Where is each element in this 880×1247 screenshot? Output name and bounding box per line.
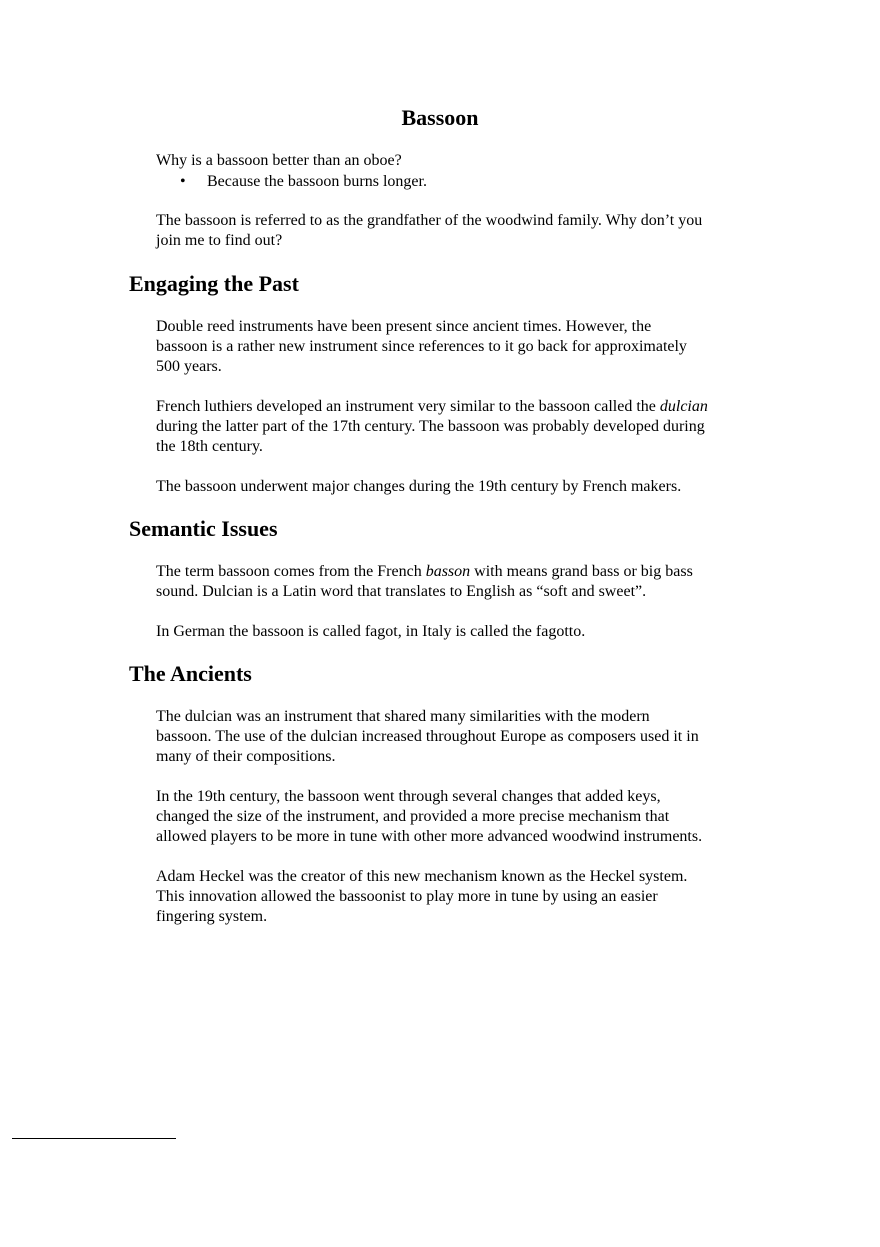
ancients-p3-line-1: Adam Heckel was the creator of this new mechanism known as the Heckel system. xyxy=(156,868,688,885)
page-title: Bassoon xyxy=(401,105,479,130)
ancients-paragraph-1 xyxy=(156,707,766,767)
intro-line-1: The bassoon is referred to as the grandfather of the woodwind family. Why don’t you xyxy=(156,212,703,229)
ancients-p3-line-2: This innovation allowed the bassoonist to play more in tune by using an easier xyxy=(156,888,658,905)
engaging-p1-line-2: bassoon is a rather new instrument since references to it go back for approximately xyxy=(156,338,687,355)
semantic-p1-line-1 xyxy=(156,562,766,582)
ancients-p1-line-1: The dulcian was an instrument that shared many similarities with the modern xyxy=(156,708,650,725)
ancients-p2-line-3: allowed players to be more in tune with other more advanced woodwind instruments. xyxy=(156,828,703,845)
section-heading-the-ancients: The Ancients xyxy=(129,661,252,686)
engaging-p3-line-1: The bassoon underwent major changes during the 19th century by French makers. xyxy=(156,478,682,495)
engaging-paragraph-1 xyxy=(156,317,766,377)
semantic-p1-post: with means grand bass or big bass xyxy=(470,563,693,580)
basson-emphasis: basson xyxy=(425,563,471,580)
ancients-p2-line-1: In the 19th century, the bassoon went through several changes that added keys, xyxy=(156,788,661,805)
ancients-paragraph-3 xyxy=(156,867,766,927)
semantic-p1-line-2: sound. Dulcian is a Latin word that translates to English as “soft and sweet”. xyxy=(156,583,647,600)
ancients-p1-line-2: bassoon. The use of the dulcian increased throughout Europe as composers used it in xyxy=(156,728,699,745)
semantic-paragraph-1 xyxy=(156,562,766,602)
ancients-p3-line-3: fingering system. xyxy=(156,908,268,925)
semantic-paragraph-2 xyxy=(156,622,766,642)
engaging-p2-line-1 xyxy=(156,397,766,417)
engaging-p1-line-3: 500 years. xyxy=(156,358,222,375)
engaging-p2-line-3: the 18th century. xyxy=(156,438,263,455)
engaging-p2-line-1-text: French luthiers developed an instrument very similar to the bassoon called the xyxy=(156,398,660,415)
intro-line-2: join me to find out? xyxy=(156,232,283,249)
bullet-icon: • xyxy=(180,173,186,190)
section-heading-engaging-the-past: Engaging the Past xyxy=(129,271,299,296)
ancients-paragraph-2 xyxy=(156,787,766,847)
engaging-p2-line-2: during the latter part of the 17th century. The bassoon was probably developed during xyxy=(156,418,705,435)
dulcian-emphasis: dulcian xyxy=(659,398,708,415)
semantic-p1-pre: The term bassoon comes from the French xyxy=(156,563,426,580)
engaging-p1-line-1: Double reed instruments have been present since ancient times. However, the xyxy=(156,318,652,335)
intro-question-text: Why is a bassoon better than an oboe? xyxy=(156,152,402,169)
ancients-p1-line-3: many of their compositions. xyxy=(156,748,336,765)
intro-paragraph xyxy=(156,211,766,251)
footnote-separator xyxy=(12,1138,176,1139)
engaging-paragraph-3 xyxy=(156,477,766,497)
section-heading-semantic-issues: Semantic Issues xyxy=(129,516,278,541)
semantic-p2-line-1: In German the bassoon is called fagot, in Italy is called the fagotto. xyxy=(156,623,586,640)
intro-question xyxy=(156,151,766,171)
intro-bullet-text: Because the bassoon burns longer. xyxy=(207,173,427,190)
engaging-paragraph-2 xyxy=(156,397,766,457)
ancients-p2-line-2: changed the size of the instrument, and provided a more precise mechanism that xyxy=(156,808,670,825)
